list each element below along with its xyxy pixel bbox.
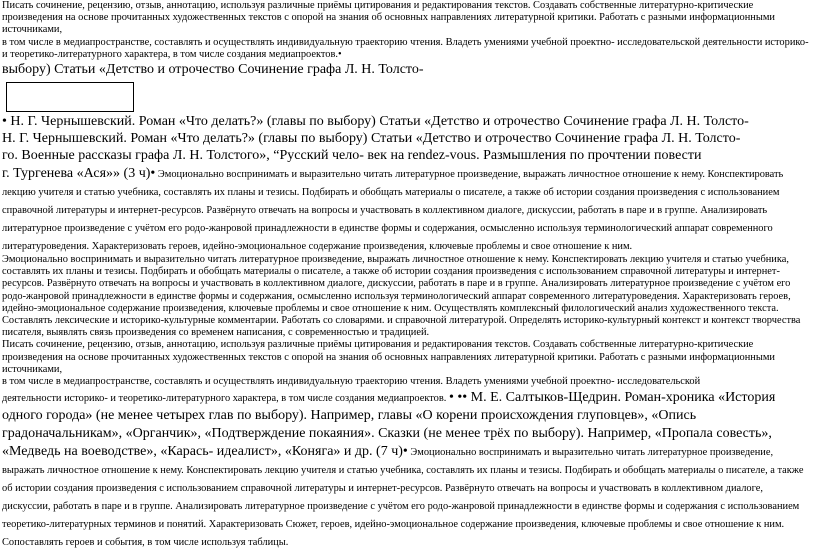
paragraph-saltykov-shchedrin	[2, 388, 814, 550]
paragraph-tolstoy-articles-fragment: выбору) Статьи «Детство и отрочество Сочинение графа Л. Н. Толсто-	[2, 62, 424, 78]
turgenev-activities: Эмоционально воспринимать и выразительно читать литературное произведение, выражать личностное отношение к нему. Конспектировать лекцию учителя и статью учебника, составлять их планы и тезисы. Подбирать и обобщать материалы о писателе, а также об истории создания произведения с использованием справочной литературы и интернет-ресурсов. Развёрнуто отвечать на вопросы и участвовать в коллективном диалоге, дискуссии, работать в паре и в группе. Анализировать литературное произведение с учётом его родо-жанровой принадлежности в единстве формы и содержания, осмысленно используя терминологический аппарат современного литературоведения. Характеризовать героев, идейно-эмоциональное содержание произведения, ключевые проблемы и свое отношение к ним.	[2, 169, 784, 253]
paragraph-tolstoy-war-stories: го. Военные рассказы графа Л. Н. Толстого», “Русский чело- век на rendez-vous. Размышления по прочтении повести	[2, 148, 702, 164]
paragraph-writing-skills: Писать сочинение, рецензию, отзыв, аннотацию, используя различные приёмы цитирования и редактирования текстов. Создавать собственные литературно-критические произведения на основе прочитанных художественных текстов с опорой на знания об основных направлениях литературной критики. Работать с разными информационными источниками,	[2, 0, 775, 36]
saltykov-activities: Эмоционально воспринимать и выразительно читать литературное произведение, выражать личностное отношение к нему. Конспектировать лекцию учителя и статью учебника, составлять их планы и тезисы. Подбирать и обобщать материалы о писателе, а также об истории создания произведения с использованием справочной литературы и интернет-ресурсов. Развёрнуто отвечать на вопросы и участвовать в коллективном диалоге, дискуссии, работать в паре и в группе. Анализировать литературное произведение с учётом его родо-жанровой принадлежности в единстве формы и содержания с использованием теоретико-литературных терминов и понятий. Характеризовать Сюжет, героев, идейно-эмоциональное содержание произведения, ключевые проблемы и свое отношение к ним. Сопоставлять героев и события, в том числе используя таблицы.	[2, 447, 804, 549]
paragraph-turgenev-asya	[2, 164, 814, 254]
paragraph-reading-trajectory-repeat: в том числе в медиапространстве, составлять и осуществлять индивидуальную траекторию чтения. Владеть умениями учебной проектно- исследовательской	[2, 376, 701, 388]
empty-frame-box	[6, 82, 134, 112]
project-activity-text: деятельности историко- и теоретико-литературного характера, в том числе создания медиапроектов.	[2, 393, 449, 405]
saltykov-title: • •• М. Е. Салтыков-Щедрин. Роман-хроника «История одного города» (не менее четырех глав по выбору). Например, главы «О корени происхождения глуповцев», «Опись градоначальникам», «Органчик», «Подтверждение покаяния». Сказки (не менее трёх по выбору). Например, «Пропала совесть», «Медведь на воеводстве», «Карась- идеалист», «Коняга» и др. (7 ч)•	[2, 390, 776, 460]
turgenev-title: г. Тургенева «Ася»» (3 ч)•	[2, 166, 156, 182]
paragraph-analysis-activities: Эмоционально воспринимать и выразительно читать литературное произведение, выражать личностное отношение к нему. Конспектировать лекцию учителя и статью учебника, составлять их планы и тезисы. Подбирать и обобщать материалы о писателе, а также об истории создания произведения с использованием справочной литературы и интернет-ресурсов. Развёрнуто отвечать на вопросы и участвовать в коллективном диалоге, дискуссии, работать в паре и в группе. Анализировать литературное произведение с учётом его родо-жанровой принадлежности в единстве формы и содержания, осмысленно используя терминологический аппарат современного литературоведения. Характеризовать героев, идейно-эмоциональное содержание произведения, ключевые проблемы и свое отношение к ним. Осуществлять комплексный филологический анализ художественного текста. Составлять лексические и историко-культурные комментарии. Работать со словарями. и справочной литературой. Определять историко-культурный контекст и контекст творчества писателя, выявлять связь произведения со временем написания, с современностью и традицией.	[2, 254, 801, 339]
paragraph-writing-skills-repeat: Писать сочинение, рецензию, отзыв, аннотацию, используя различные приёмы цитирования и редактирования текстов. Создавать собственные литературно-критические произведения на основе прочитанных художественных текстов с опорой на знания об основных направлениях литературной критики. Работать с разными информационными источниками,	[2, 339, 775, 375]
paragraph-chernyshevsky: Н. Г. Чернышевский. Роман «Что делать?» (главы по выбору) Статьи «Детство и отрочество Сочинение графа Л. Н. Толсто-	[2, 131, 741, 147]
paragraph-chernyshevsky-bullet: • Н. Г. Чернышевский. Роман «Что делать?» (главы по выбору) Статьи «Детство и отрочество Сочинение графа Л. Н. Толсто-	[2, 114, 749, 130]
paragraph-reading-trajectory: в том числе в медиапространстве, составлять и осуществлять индивидуальную траекторию чтения. Владеть умениями учебной проектно- исследовательской деятельности историко- и теоретико-литературного характера, в том числе создания медиапроектов.•	[2, 36, 809, 60]
